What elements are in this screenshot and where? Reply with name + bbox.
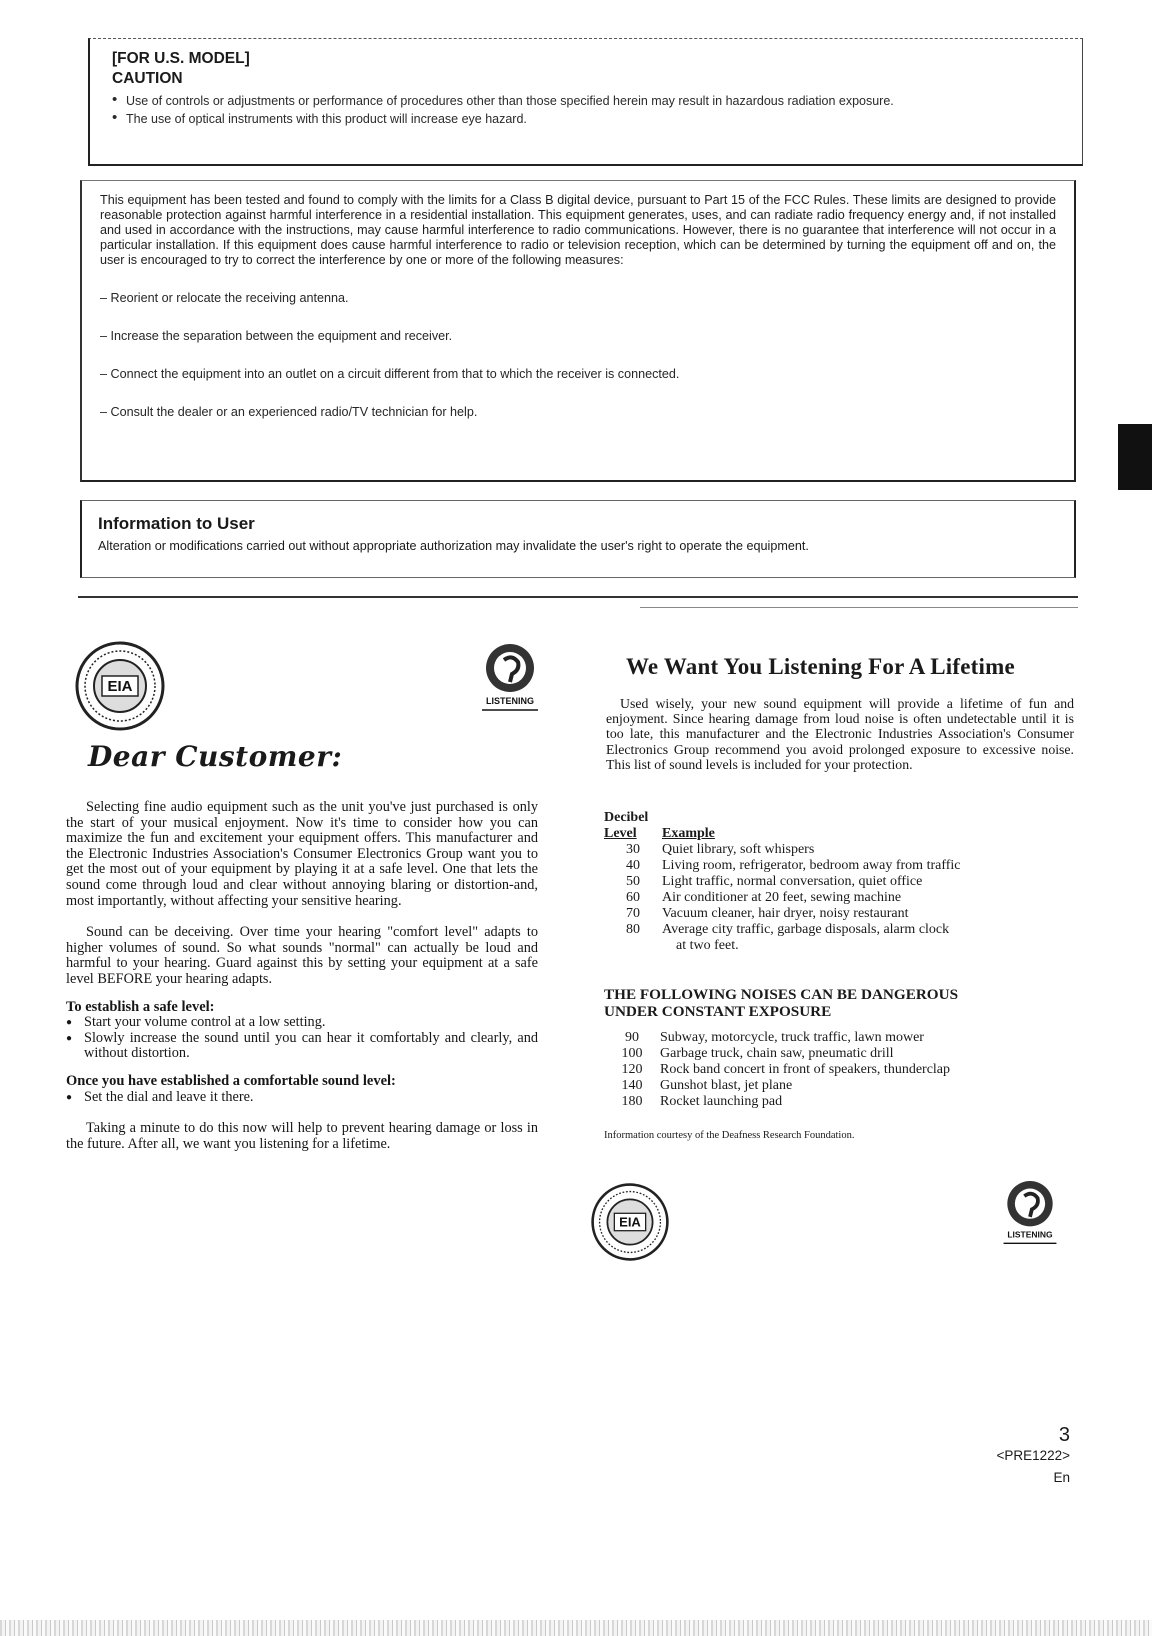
table-row: [604, 922, 961, 938]
example-cell: Garbage truck, chain saw, pneumatic drill: [660, 1046, 894, 1061]
once-heading: Once you have established a comfortable sound level:: [66, 1072, 396, 1089]
listening-logo-icon: [996, 1172, 1064, 1258]
example-cell: Average city traffic, garbage disposals, alarm clock: [662, 922, 950, 937]
level-cell: 60: [626, 890, 640, 905]
listening-logo-icon: [474, 640, 546, 720]
list-item: ● Slowly increase the sound until you can hear it comfortably and clearly, and without distortion.: [84, 1031, 538, 1062]
info-to-user-box: [80, 500, 1076, 578]
credit-note: Information courtesy of the Deafness Research Foundation.: [604, 1130, 855, 1141]
table-row: [604, 906, 961, 922]
left-column: [66, 800, 538, 1152]
fcc-measure: – Consult the dealer or an experienced radio/TV technician for help.: [100, 405, 478, 419]
level-cell: 100: [621, 1046, 643, 1061]
example-cell: Rock band concert in front of speakers, thunderclap: [660, 1062, 951, 1077]
eia-seal-icon: [74, 640, 166, 732]
table-row: [604, 1046, 950, 1062]
info-body: Alteration or modifications carried out without appropriate authorization may invalidate the user's right to operate the equipment.: [98, 539, 809, 553]
example-cell: Light traffic, normal conversation, quiet office: [662, 874, 923, 889]
table-row: [604, 1030, 950, 1046]
level-cell: 70: [626, 906, 640, 921]
table-row: [604, 1062, 950, 1078]
caution-title: CAUTION: [112, 70, 183, 87]
level-cell: 50: [626, 874, 640, 889]
danger-levels-table: [604, 1030, 950, 1110]
example-cell: Rocket launching pad: [660, 1094, 783, 1109]
example-header: Example: [662, 826, 715, 841]
table-header-row: [604, 826, 961, 842]
example-cell: Gunshot blast, jet plane: [660, 1078, 793, 1093]
scan-edge-texture: [0, 1620, 1152, 1636]
caution-item: • Use of controls or adjustments or performance of procedures other than those specified herein may result in hazardous radiation exposure.: [126, 93, 1060, 109]
level-cell: 80: [626, 922, 640, 937]
info-title: Information to User: [98, 514, 255, 533]
fcc-notice-box: [80, 180, 1076, 482]
language-code: En: [1053, 1470, 1070, 1485]
level-header: Level: [604, 826, 637, 841]
document-code: <PRE1222>: [996, 1448, 1070, 1463]
body-paragraph: Sound can be deceiving. Over time your hearing "comfort level" adapts to higher volumes of sound. So what sounds "normal" can actually be loud and harmful to your hearing. Guard against this by setting your equipment at a safe level BEFORE your hearing adapts.: [66, 924, 538, 987]
once-list: [66, 1090, 538, 1106]
level-cell: [604, 938, 662, 954]
section-tab-marker: [1118, 424, 1152, 490]
list-item: ● Set the dial and leave it there.: [84, 1090, 538, 1106]
intro-block: [606, 696, 1074, 772]
table-row: [604, 1094, 950, 1110]
table-row: [604, 842, 961, 858]
level-cell: 140: [621, 1078, 643, 1093]
divider: [640, 607, 1078, 608]
eia-seal-text: EIA: [107, 678, 133, 695]
body-paragraph: Selecting fine audio equipment such as the unit you've just purchased is only the start of your musical enjoyment. Now it's time to consider how you can maximize the fun and excitement your equipment offers. This manufacturer and the Electronic Industries Association's Consumer Electronics Group want you to get the most out of your equipment by playing it at a safe level. One that lets the sound come through loud and clear without annoying blaring or distortion-and, most importantly, without affecting your sensitive hearing.: [66, 799, 538, 909]
list-item: ● Start your volume control at a low setting.: [84, 1015, 538, 1031]
level-cell: 90: [625, 1030, 639, 1045]
fcc-paragraph: This equipment has been tested and found to comply with the limits for a Class B digital device, pursuant to Part 15 of the FCC Rules. These limits are designed to provide reasonable protection against harmful interference in a residential installation. This equipment generates, uses, and can radiate radio frequency energy and, if not installed and used in accordance with the instructions, may cause harmful interference to radio communications. However, there is no guarantee that interference will not occur in a particular installation. If this equipment does cause harmful interference to radio or television reception, which can be determined by turning the equipment off and on, the user is encouraged to try to correct the interference by one or more of the following measures:: [100, 193, 1056, 267]
example-cell: Living room, refrigerator, bedroom away from traffic: [662, 858, 961, 873]
establish-heading: To establish a safe level:: [66, 998, 215, 1015]
salutation: Dear Customer:: [88, 740, 343, 773]
divider: [78, 596, 1078, 598]
establish-list: [66, 1015, 538, 1062]
page-number: 3: [1058, 1424, 1070, 1446]
fcc-measure: – Increase the separation between the equipment and receiver.: [100, 329, 453, 343]
caution-list: [112, 93, 1060, 127]
body-paragraph: Taking a minute to do this now will help to prevent hearing damage or loss in the future. After all, we want you listening for a lifetime.: [66, 1120, 538, 1152]
eia-seal-icon: [590, 1182, 670, 1262]
level-cell: 40: [626, 858, 640, 873]
safe-levels-table: [604, 826, 961, 954]
fcc-measure: – Connect the equipment into an outlet on a circuit different from that to which the receiver is connected.: [100, 367, 680, 381]
example-cell: Air conditioner at 20 feet, sewing machine: [662, 890, 902, 905]
level-cell: 180: [621, 1094, 643, 1109]
example-cell: Quiet library, soft whispers: [662, 842, 815, 857]
listening-logo-text: LISTENING: [485, 696, 535, 706]
listening-logo-text: LISTENING: [1007, 1229, 1053, 1240]
example-note: at two feet.: [676, 938, 739, 953]
table-row: [604, 874, 961, 890]
level-cell: 120: [621, 1062, 643, 1077]
fcc-measure: – Reorient or relocate the receiving antenna.: [100, 291, 349, 305]
table-row: [604, 890, 961, 906]
eia-seal-text: EIA: [619, 1214, 641, 1230]
danger-heading-line: THE FOLLOWING NOISES CAN BE DANGEROUS: [604, 986, 959, 1003]
table-row: [604, 858, 961, 874]
decibel-header: Decibel: [604, 810, 649, 825]
table-row: [604, 1078, 950, 1094]
intro-paragraph: Used wisely, your new sound equipment will provide a lifetime of fun and enjoyment. Since hearing damage from loud noise is often undetectable until it is too late, this manufacturer and the Electronic Industries Association's Consumer Electronics Group recommend you avoid prolonged exposure to excessive noise. This list of sound levels is included for your protection.: [606, 696, 1074, 772]
danger-heading-line: UNDER CONSTANT EXPOSURE: [604, 1003, 832, 1020]
danger-heading: [604, 986, 958, 1020]
safe-levels-section: [604, 810, 961, 954]
right-title: We Want You Listening For A Lifetime: [626, 654, 1015, 679]
example-cell: Subway, motorcycle, truck traffic, lawn mower: [660, 1030, 924, 1045]
caution-box: [88, 38, 1083, 166]
example-cell: Vacuum cleaner, hair dryer, noisy restaurant: [662, 906, 909, 921]
table-row: [604, 938, 961, 954]
level-cell: 30: [626, 842, 640, 857]
caution-model: [FOR U.S. MODEL]: [112, 50, 250, 67]
caution-item: • The use of optical instruments with this product will increase eye hazard.: [126, 111, 1060, 127]
